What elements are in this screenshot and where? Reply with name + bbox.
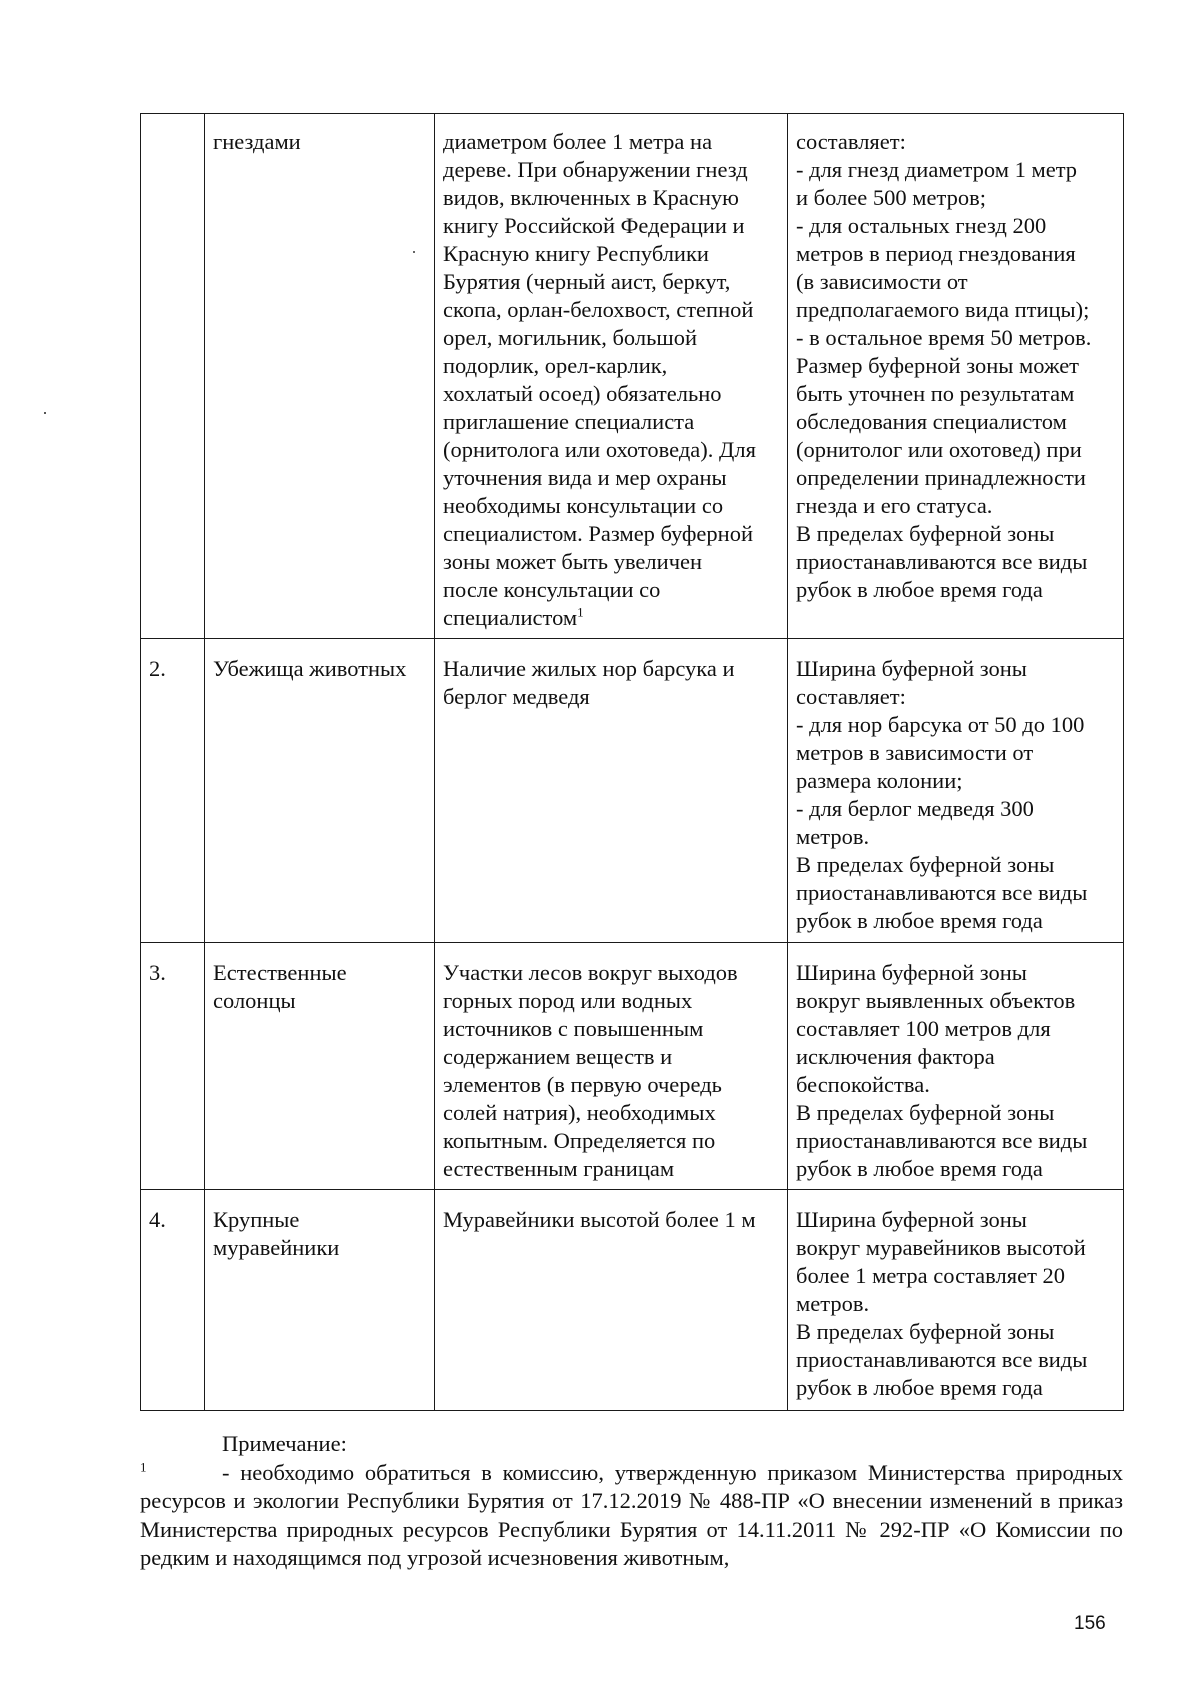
- page-number: 156: [1074, 1613, 1106, 1634]
- description-text: диаметром более 1 метра на дереве. При обнаружении гнезд видов, включенных в Красную книгу Российской Федерации и Красную книгу Республики Бурятия (черный аист, беркут, скопа, орлан-белохвост, степной орел, могильник, большой подорлик, орел-карлик, хохлатый осоед) обязательно приглашение специалиста (орнитолога или охотоведа). Для уточнения вида и мер охраны необходимы консультации со специалистом. Размер буферной зоны может быть увеличен после консультации со специалистом: [443, 129, 756, 630]
- buffer-zone-cell: Ширина буферной зоны вокруг муравейников высотой более 1 метра составляет 20 метров. В пределах буферной зоны приостанавливаются все виды рубок в любое время года: [788, 1190, 1124, 1411]
- description-cell: Участки лесов вокруг выходов горных пород или водных источников с повышенным содержанием веществ и элементов (в первую очередь солей натрия), необходимых копытным. Определяется по естественным границам: [435, 943, 788, 1190]
- table-row: [141, 114, 1124, 639]
- row-number-cell: 2.: [141, 639, 205, 943]
- buffer-zone-cell: Ширина буферной зоны вокруг выявленных объектов составляет 100 метров для исключения фактора беспокойства. В пределах буферной зоны приостанавливаются все виды рубок в любое время года: [788, 943, 1124, 1190]
- buffer-zone-cell: составляет: - для гнезд диаметром 1 метр и более 500 метров; - для остальных гнезд 200 метров в период гнездования (в зависимости от предполагаемого вида птицы); - в остальное время 50 метров. Размер буферной зоны может быть уточнен по результатам обследования специалистом (орнитолог или охотовед) при определении принадлежности гнезда и его статуса. В пределах буферной зоны приостанавливаются все виды рубок в любое время года: [788, 114, 1124, 639]
- note-marker: 1: [140, 1459, 147, 1474]
- description-cell: [435, 114, 788, 639]
- description-cell: Муравейники высотой более 1 м: [435, 1190, 788, 1411]
- footnote-section: [140, 1430, 1123, 1573]
- scan-speck: [44, 412, 46, 414]
- row-number-cell: 3.: [141, 943, 205, 1190]
- table-row: [141, 1190, 1124, 1411]
- note-body: [140, 1459, 1123, 1573]
- note-text: - необходимо обратиться в комиссию, утвержденную приказом Министерства природных ресурсов и экологии Республики Бурятия от 17.12.2019 № 488-ПР «О внесении изменений в приказ Министерства природных ресурсов Республики Бурятия от 14.11.2011 № 292-ПР «О Комиссии по редким и находящимся под угрозой исчезновения животным,: [140, 1459, 1123, 1570]
- footnote-reference: 1: [577, 604, 584, 620]
- buffer-zone-cell: Ширина буферной зоны составляет: - для нор барсука от 50 до 100 метров в зависимости от размера колонии; - для берлог медведя 300 метров. В пределах буферной зоны приостанавливаются все виды рубок в любое время года: [788, 639, 1124, 943]
- table-row: [141, 943, 1124, 1190]
- row-number-cell: 4.: [141, 1190, 205, 1411]
- note-title: Примечание:: [222, 1431, 347, 1456]
- buffer-zone-table: [140, 113, 1124, 1411]
- scan-speck: [413, 251, 415, 253]
- object-name-cell: Крупные муравейники: [205, 1190, 435, 1411]
- object-name-cell: Естественные солонцы: [205, 943, 435, 1190]
- object-name-cell: Убежища животных: [205, 639, 435, 943]
- object-name-cell: гнездами: [205, 114, 435, 639]
- row-number-cell: [141, 114, 205, 639]
- table-row: [141, 639, 1124, 943]
- description-cell: Наличие жилых нор барсука и берлог медведя: [435, 639, 788, 943]
